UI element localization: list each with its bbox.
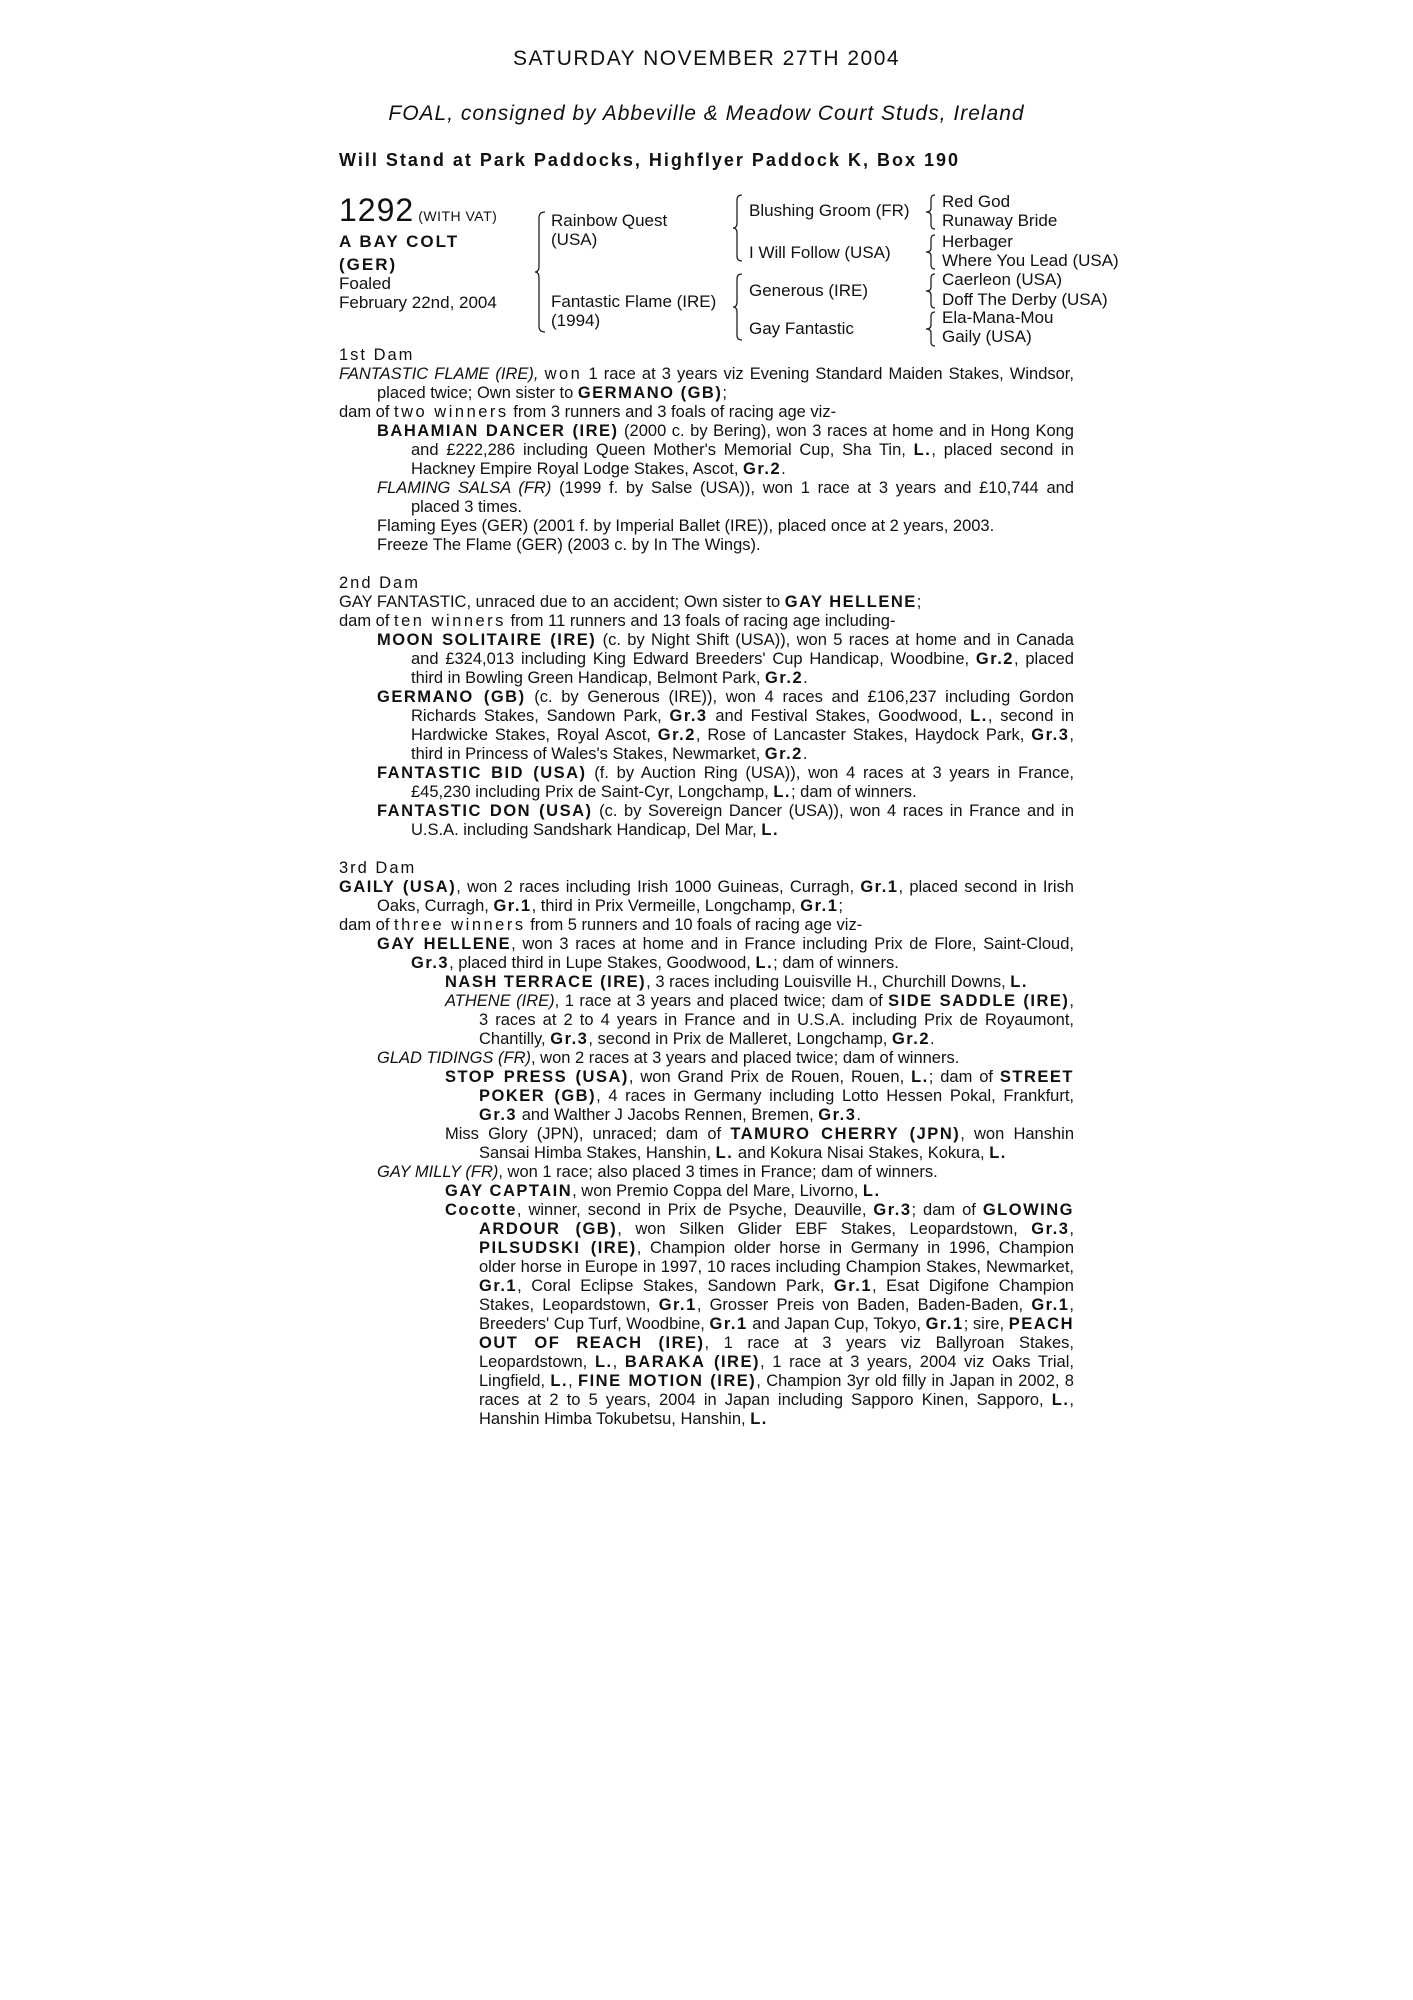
third-dam-heading: 3rd Dam: [339, 859, 417, 877]
produce-moon-solitaire: MOON SOLITAIRE (IRE) (c. by Night Shift (USA)), won 5 races at home and in Canada and £324,013 including King Edward Breeders' Cup Handicap, Woodbine, Gr.2, placed third in Bowling Green Handicap, Belmont Park, Gr.2.: [377, 631, 1074, 687]
produce-fantastic-bid: FANTASTIC BID (USA) (f. by Auction Ring (USA)), won 4 races at 3 years in France, £45,230 including Prix de Saint-Cyr, Longchamp, L.; dam of winners.: [377, 764, 1075, 801]
pedigree-dsd: Doff The Derby (USA): [942, 290, 1108, 309]
pedigree-bracket-3c: [926, 272, 938, 310]
produce-miss-glory: Miss Glory (JPN), unraced; dam of TAMURO CHERRY (JPN), won Hanshin Sansai Himba Stakes, Hanshin, L. and Kokura Nisai Stakes, Kokura, L.: [445, 1125, 1075, 1162]
third-dam-produce-summary: dam of three winners from 5 runners and 10 foals of racing age viz-: [339, 916, 863, 934]
pedigree-sire-sire: Blushing Groom (FR): [749, 201, 910, 220]
lot-number: 1292: [339, 192, 415, 228]
pedigree-sire-dam: I Will Follow (USA): [749, 243, 891, 262]
pedigree-chart: [0, 0, 1413, 360]
second-dam-line: GAY FANTASTIC, unraced due to an accident; Own sister to GAY HELLENE;: [339, 593, 922, 611]
second-dam-heading: 2nd Dam: [339, 574, 420, 592]
first-dam-line: FANTASTIC FLAME (IRE), won 1 race at 3 years viz Evening Standard Maiden Stakes, Windsor, placed twice; Own sister to GERMANO (GB);: [339, 365, 1074, 402]
pedigree-bracket-2a: [733, 193, 745, 263]
first-dam-heading: 1st Dam: [339, 346, 415, 364]
produce-athene: ATHENE (IRE), 1 race at 3 years and placed twice; dam of SIDE SADDLE (IRE), 3 races at 2 to 4 years in France and in U.S.A. including Prix de Royaumont, Chantilly, Gr.3, second in Prix de Malleret, Longchamp, Gr.2.: [445, 992, 1075, 1048]
pedigree-sds: Herbager: [942, 232, 1013, 251]
pedigree-sire: Rainbow Quest: [551, 211, 668, 230]
pedigree-dss: Caerleon (USA): [942, 270, 1062, 289]
pedigree-bracket-2b: [733, 272, 745, 342]
sale-date: SATURDAY NOVEMBER 27TH 2004: [512, 47, 901, 70]
third-dam-line: GAILY (USA), won 2 races including Irish 1000 Guineas, Curragh, Gr.1, placed second in Irish Oaks, Curragh, Gr.1, third in Prix Vermeille, Longchamp, Gr.1;: [339, 878, 1074, 915]
pedigree-sire-country: (USA): [551, 230, 598, 249]
produce-fantastic-don: FANTASTIC DON (USA) (c. by Sovereign Dancer (USA)), won 4 races in France and in U.S.A. including Sandshark Handicap, Del Mar, L.: [377, 802, 1074, 839]
lot-description-2: (GER): [339, 255, 398, 274]
produce-stop-press: STOP PRESS (USA), won Grand Prix de Rouen, Rouen, L.; dam of STREET POKER (GB), 4 races in Germany including Lotto Hessen Pokal, Frankfurt, Gr.3 and Walther J Jacobs Rennen, Bremen, Gr.3.: [445, 1068, 1075, 1124]
first-dam-produce-summary: dam of two winners from 3 runners and 3 foals of racing age viz-: [339, 403, 837, 421]
produce-glad-tidings: GLAD TIDINGS (FR), won 2 races at 3 years and placed twice; dam of winners.: [377, 1049, 960, 1067]
pedigree-dds: Ela-Mana-Mou: [942, 308, 1054, 327]
pedigree-dam-sire: Generous (IRE): [749, 281, 869, 300]
lot-vat: (WITH VAT): [418, 208, 498, 224]
pedigree-bracket-3a: [926, 193, 938, 231]
foaled-label: Foaled: [339, 274, 391, 293]
produce-flaming-eyes: Flaming Eyes (GER) (2001 f. by Imperial Ballet (IRE)), placed once at 2 years, 2003.: [377, 517, 995, 535]
produce-gay-hellene: GAY HELLENE, won 3 races at home and in France including Prix de Flore, Saint-Cloud, Gr.3, placed third in Lupe Stakes, Goodwood, L.; dam of winners.: [377, 935, 1074, 972]
pedigree-sss: Red God: [942, 192, 1011, 211]
pedigree-dam-year: (1994): [551, 311, 601, 330]
pedigree-dam: Fantastic Flame (IRE): [551, 292, 717, 311]
pedigree-bracket-3b: [926, 233, 938, 271]
pedigree-bracket-1: [535, 210, 549, 335]
pedigree-ssd: Runaway Bride: [942, 211, 1058, 230]
stand-location: Will Stand at Park Paddocks, Highflyer Paddock K, Box 190: [339, 150, 960, 170]
lot-description-1: A BAY COLT: [339, 232, 460, 251]
produce-nash-terrace: NASH TERRACE (IRE), 3 races including Louisville H., Churchill Downs, L.: [445, 973, 1028, 991]
pedigree-notes: [339, 346, 1074, 1429]
produce-gay-milly: GAY MILLY (FR), won 1 race; also placed 3 times in France; dam of winners.: [377, 1163, 938, 1181]
pedigree-sdd: Where You Lead (USA): [942, 251, 1119, 270]
produce-gay-captain: GAY CAPTAIN, won Premio Coppa del Mare, Livorno, L.: [445, 1182, 881, 1200]
pedigree-dam-dam: Gay Fantastic: [749, 319, 854, 338]
produce-freeze-the-flame: Freeze The Flame (GER) (2003 c. by In The Wings).: [377, 536, 761, 554]
consignor-line: FOAL, consigned by Abbeville & Meadow Court Studs, Ireland: [388, 102, 1025, 125]
pedigree-bracket-3d: [926, 310, 938, 348]
second-dam-produce-summary: dam of ten winners from 11 runners and 13 foals of racing age including-: [339, 612, 896, 630]
produce-germano: GERMANO (GB) (c. by Generous (IRE)), won 4 races and £106,237 including Gordon Richards Stakes, Sandown Park, Gr.3 and Festival Stakes, Goodwood, L., second in Hardwicke Stakes, Royal Ascot, Gr.2, Rose of Lancaster Stakes, Haydock Park, Gr.3, third in Princess of Wales's Stakes, Newmarket, Gr.2.: [377, 688, 1074, 763]
produce-flaming-salsa: FLAMING SALSA (FR) (1999 f. by Salse (USA)), won 1 race at 3 years and £10,744 and placed 3 times.: [377, 479, 1074, 516]
foaled-date: February 22nd, 2004: [339, 293, 497, 312]
pedigree-ddd: Gaily (USA): [942, 327, 1032, 346]
produce-bahamian-dancer: BAHAMIAN DANCER (IRE) (2000 c. by Bering), won 3 races at home and in Hong Kong and £222,286 including Queen Mother's Memorial Cup, Sha Tin, L., placed second in Hackney Empire Royal Lodge Stakes, Ascot, Gr.2.: [377, 422, 1074, 478]
produce-cocotte: Cocotte, winner, second in Prix de Psyche, Deauville, Gr.3; dam of GLOWING ARDOUR (GB), won Silken Glider EBF Stakes, Leopardstown, Gr.3, PILSUDSKI (IRE), Champion older horse in Germany in 1996, Champion older horse in Europe in 1997, 10 races including Champion Stakes, Newmarket, Gr.1, Coral Eclipse Stakes, Sandown Park, Gr.1, Esat Digifone Champion Stakes, Leopardstown, Gr.1, Grosser Preis von Baden, Baden-Baden, Gr.1, Breeders' Cup Turf, Woodbine, Gr.1 and Japan Cup, Tokyo, Gr.1; sire, PEACH OUT OF REACH (IRE), 1 race at 3 years viz Ballyroan Stakes, Leopardstown, L., BARAKA (IRE), 1 race at 3 years, 2004 viz Oaks Trial, Lingfield, L., FINE MOTION (IRE), Champion 3yr old filly in Japan in 2002, 8 races at 2 to 5 years, 2004 in Japan including Sapporo Kinen, Sapporo, L., Hanshin Himba Tokubetsu, Hanshin, L.: [445, 1201, 1075, 1428]
